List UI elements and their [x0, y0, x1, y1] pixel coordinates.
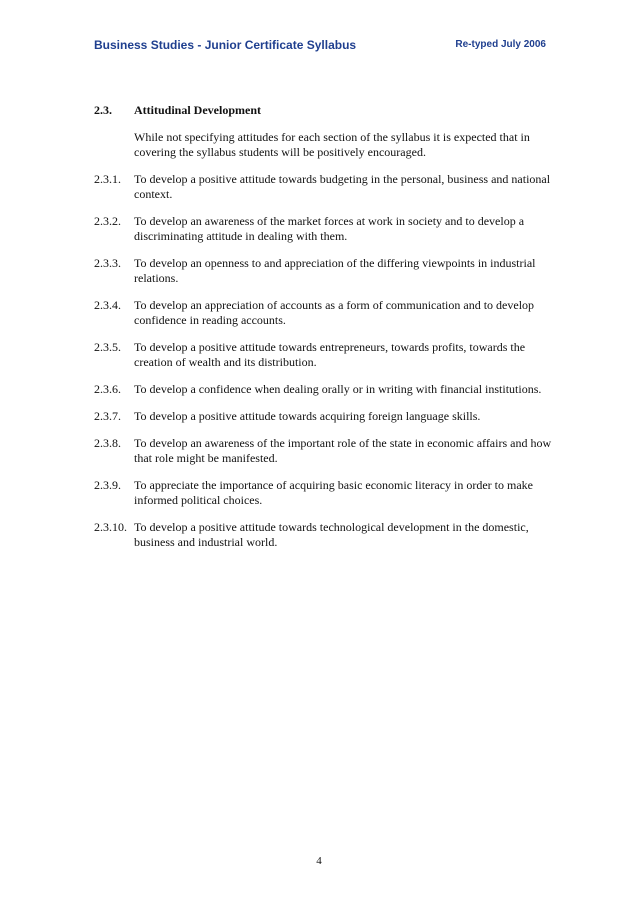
item-number: 2.3.10.	[94, 520, 127, 534]
list-item	[94, 409, 554, 424]
item-number: 2.3.9.	[94, 478, 121, 492]
list-item	[94, 520, 554, 550]
list-item	[94, 172, 554, 202]
item-text: To develop a confidence when dealing orally or in writing with financial institutions.	[134, 382, 542, 396]
page-content	[94, 103, 554, 562]
list-item	[94, 382, 554, 397]
list-item	[94, 340, 554, 370]
item-text: To develop a positive attitude towards entrepreneurs, towards profits, towards the creation of wealth and its distribution.	[134, 340, 526, 369]
item-number: 2.3.3.	[94, 256, 121, 270]
item-text: To develop a positive attitude towards acquiring foreign language skills.	[134, 409, 481, 423]
item-number: 2.3.1.	[94, 172, 121, 186]
item-text: To appreciate the importance of acquiring basic economic literacy in order to make informed political choices.	[134, 478, 533, 507]
list-item	[94, 256, 554, 286]
list-item	[94, 436, 554, 466]
item-number: 2.3.2.	[94, 214, 121, 228]
item-number: 2.3.6.	[94, 382, 121, 396]
item-text: To develop an awareness of the important role of the state in economic affairs and how that role might be manifested.	[134, 436, 552, 465]
item-text: To develop a positive attitude towards budgeting in the personal, business and national context.	[134, 172, 551, 201]
header-title: Business Studies - Junior Certificate Syllabus	[94, 38, 357, 52]
list-item	[94, 214, 554, 244]
page-header	[94, 38, 546, 54]
section-number: 2.3.	[94, 103, 112, 117]
item-text: To develop an appreciation of accounts as a form of communication and to develop confidence in reading accounts.	[134, 298, 535, 327]
item-number: 2.3.5.	[94, 340, 121, 354]
item-number: 2.3.8.	[94, 436, 121, 450]
item-text: To develop a positive attitude towards technological development in the domestic, business and industrial world.	[134, 520, 529, 549]
header-note: Re-typed July 2006	[455, 39, 546, 50]
item-text: To develop an awareness of the market forces at work in society and to develop a discriminating attitude in dealing with them.	[134, 214, 525, 243]
section-heading	[94, 103, 554, 118]
item-number: 2.3.4.	[94, 298, 121, 312]
section-title: Attitudinal Development	[134, 103, 261, 117]
item-number: 2.3.7.	[94, 409, 121, 423]
page-number: 4	[316, 855, 322, 867]
list-item	[94, 478, 554, 508]
list-item	[94, 298, 554, 328]
section-intro: While not specifying attitudes for each section of the syllabus it is expected that in covering the syllabus students will be positively encouraged.	[134, 130, 530, 159]
item-text: To develop an openness to and appreciation of the differing viewpoints in industrial relations.	[134, 256, 536, 285]
